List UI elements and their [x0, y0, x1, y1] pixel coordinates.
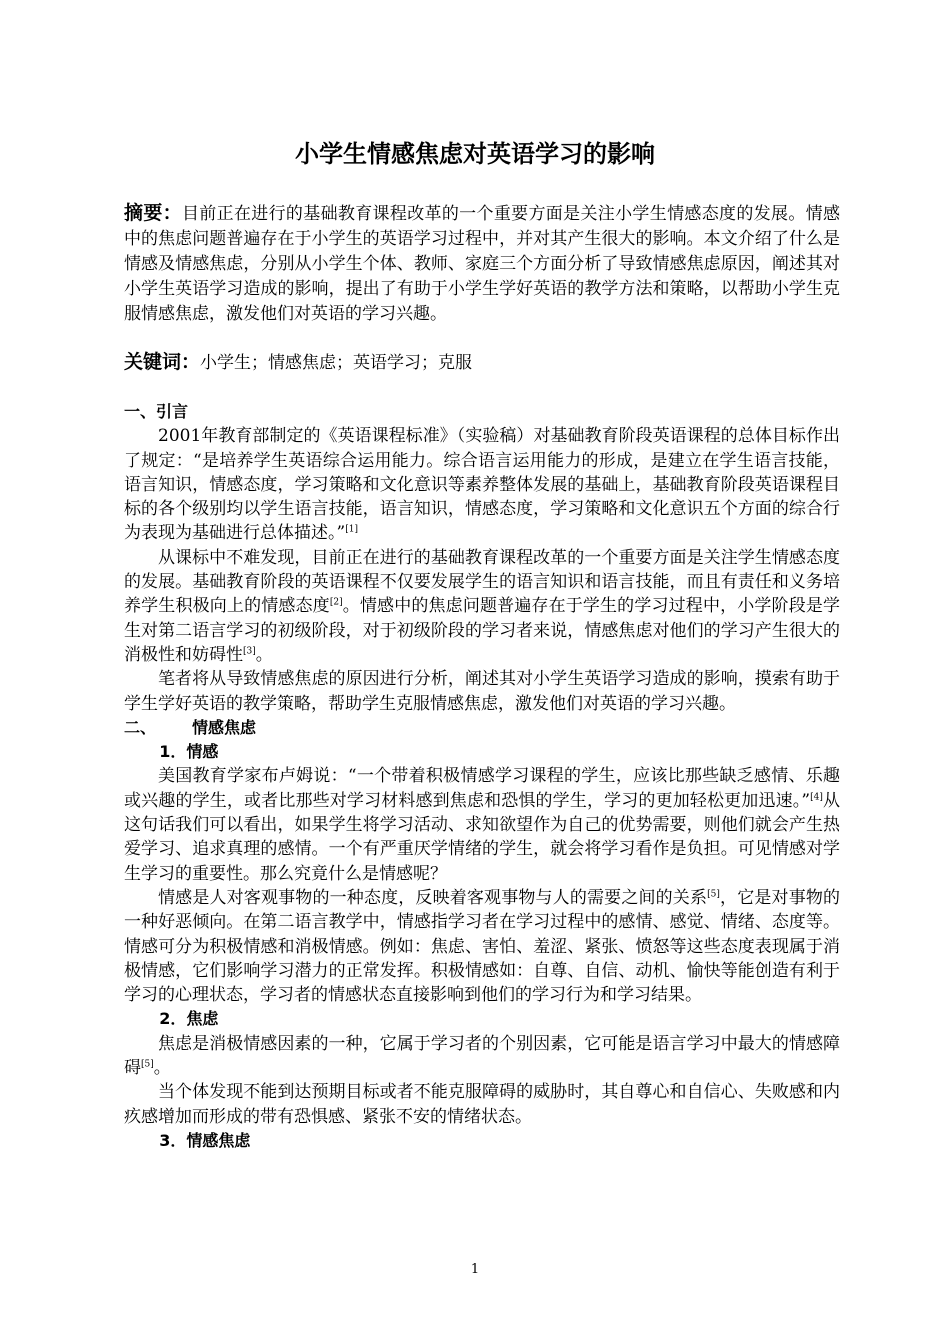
citation: [3]: [243, 646, 256, 657]
paragraph-text: ，它是对事物的一种好恶倾向。在第二语言教学中，情感指学习者在学习过程中的感情、感觉、情绪、态度等。情感可分为积极情感和消极情感。例如：焦虑、害怕、羞涩、紧张、愤怒等这些态度表现属于消极情感，它们影响学习潜力的正常发挥。积极情感如：自尊、自信、动机、愉快等能创造有利于学习的心理状态，学习者的情感状态直接影响到他们的学习行为和学习结果。: [124, 887, 841, 1006]
subsection-heading-emotion: 1．情感: [159, 742, 219, 762]
paragraph-text: 情感是人对客观事物的一种态度，反映着客观事物与人的需要之间的关系: [158, 887, 708, 908]
paragraph: 当个体发现不能到达预期目标或者不能克服障碍的威胁时，其自尊心和自信心、失败感和内疚感增加而形成的带有恐惧感、紧张不安的情绪状态。: [124, 1082, 840, 1127]
paragraph: [124, 1032, 840, 1081]
section-number: 二、: [124, 717, 157, 737]
paragraph-text: 从这句话我们可以看出，如果学生将学习活动、求知欲望作为自己的优势需要，则他们就会产生热爱学习、追求真理的感情。一个有严重厌学情绪的学生，就会将学习看作是负担。可见情感对学生学习的重要性。那么究竟什么是情感呢？: [124, 790, 840, 884]
abstract-label: 摘要：: [124, 202, 182, 224]
paragraph: [124, 424, 840, 545]
citation: [5]: [141, 1059, 154, 1070]
citation: [4]: [810, 792, 823, 803]
citation: [2]: [329, 597, 343, 608]
citation: [5]: [707, 889, 720, 900]
section-heading-introduction: 一、引言: [124, 402, 189, 421]
paragraph: [124, 886, 840, 1007]
keywords-label: 关键词：: [124, 351, 201, 373]
paragraph-text: 从课标中不难发现，目前正在进行的基础教育课程改革的一个重要方面是关注学生情感态度的发展。基础教育阶段的英语课程不仅要发展学生的语言知识和语言技能，而且有责任和义务培养学生积极向上的情感态度: [124, 547, 840, 617]
subsection-heading-emotional-anxiety: 3．情感焦虑: [159, 1130, 251, 1150]
paper-body: [124, 400, 840, 1153]
citation: [1]: [345, 524, 358, 535]
paragraph-text: 2001年教育部制定的《英语课程标准》（实验稿）对基础教育阶段英语课程的总体目标作出了规定：“是培养学生英语综合运用能力。综合语言运用能力的形成，是建立在学生语言技能，语言知识，情感态度，学习策略和文化意识等素养整体发展的基础上，基础教育阶段英语课程目标的各个级别均以学生语言技能，语言知识，情感态度，学习策略和文化意识五个方面的综合行为表现为基础进行总体描述。”: [124, 426, 840, 544]
paragraph-text: 。: [255, 644, 273, 665]
paper-title: 小学生情感焦虑对英语学习的影响: [295, 140, 655, 168]
keywords-text: 小学生；情感焦虑；英语学习；克服: [200, 353, 473, 373]
paragraph: 笔者将从导致情感焦虑的原因进行分析，阐述其对小学生英语学习造成的影响，摸索有助于学生学好英语的教学策略，帮助学生克服情感焦虑，激发他们对英语的学习兴趣。: [124, 669, 840, 714]
section-heading-emotional-anxiety: [124, 716, 840, 740]
keywords: [124, 350, 840, 376]
section-title: 情感焦虑: [192, 717, 257, 737]
paragraph: [124, 764, 840, 885]
paragraph-text: 焦虑是消极情感因素的一种，它属于学习者的个别因素，它可能是语言学习中最大的情感障碍: [124, 1033, 840, 1079]
subsection-heading-anxiety: 2．焦虑: [159, 1009, 219, 1029]
paragraph: [124, 546, 840, 667]
paragraph-text: 美国教育学家布卢姆说：“一个带着积极情感学习课程的学生，应该比那些缺乏感情、乐趣或兴趣的学生，或者比那些对学习材料感到焦虑和恐惧的学生，学习的更加轻松更加迅速。”: [124, 766, 840, 811]
paragraph-text: 。: [153, 1058, 171, 1079]
paragraph-text: 。情感中的焦虑问题普遍存在于学生的学习过程中，小学阶段是学生对第二语言学习的初级阶段，对于初级阶段的学习者来说，情感焦虑对他们的学习产生很大的消极性和妨碍性: [124, 596, 841, 665]
abstract: [124, 201, 840, 327]
page-number: 1: [470, 1262, 480, 1277]
abstract-text: 目前正在进行的基础教育课程改革的一个重要方面是关注小学生情感态度的发展。情感中的焦虑问题普遍存在于小学生的英语学习过程中，并对其产生很大的影响。本文介绍了什么是情感及情感焦虑，分别从小学生个体、教师、家庭三个方面分析了导致情感焦虑原因，阐述其对小学生英语学习造成的影响，提出了有助于小学生学好英语的教学方法和策略，以帮助小学生克服情感焦虑，激发他们对英语的学习兴趣。: [124, 204, 840, 324]
